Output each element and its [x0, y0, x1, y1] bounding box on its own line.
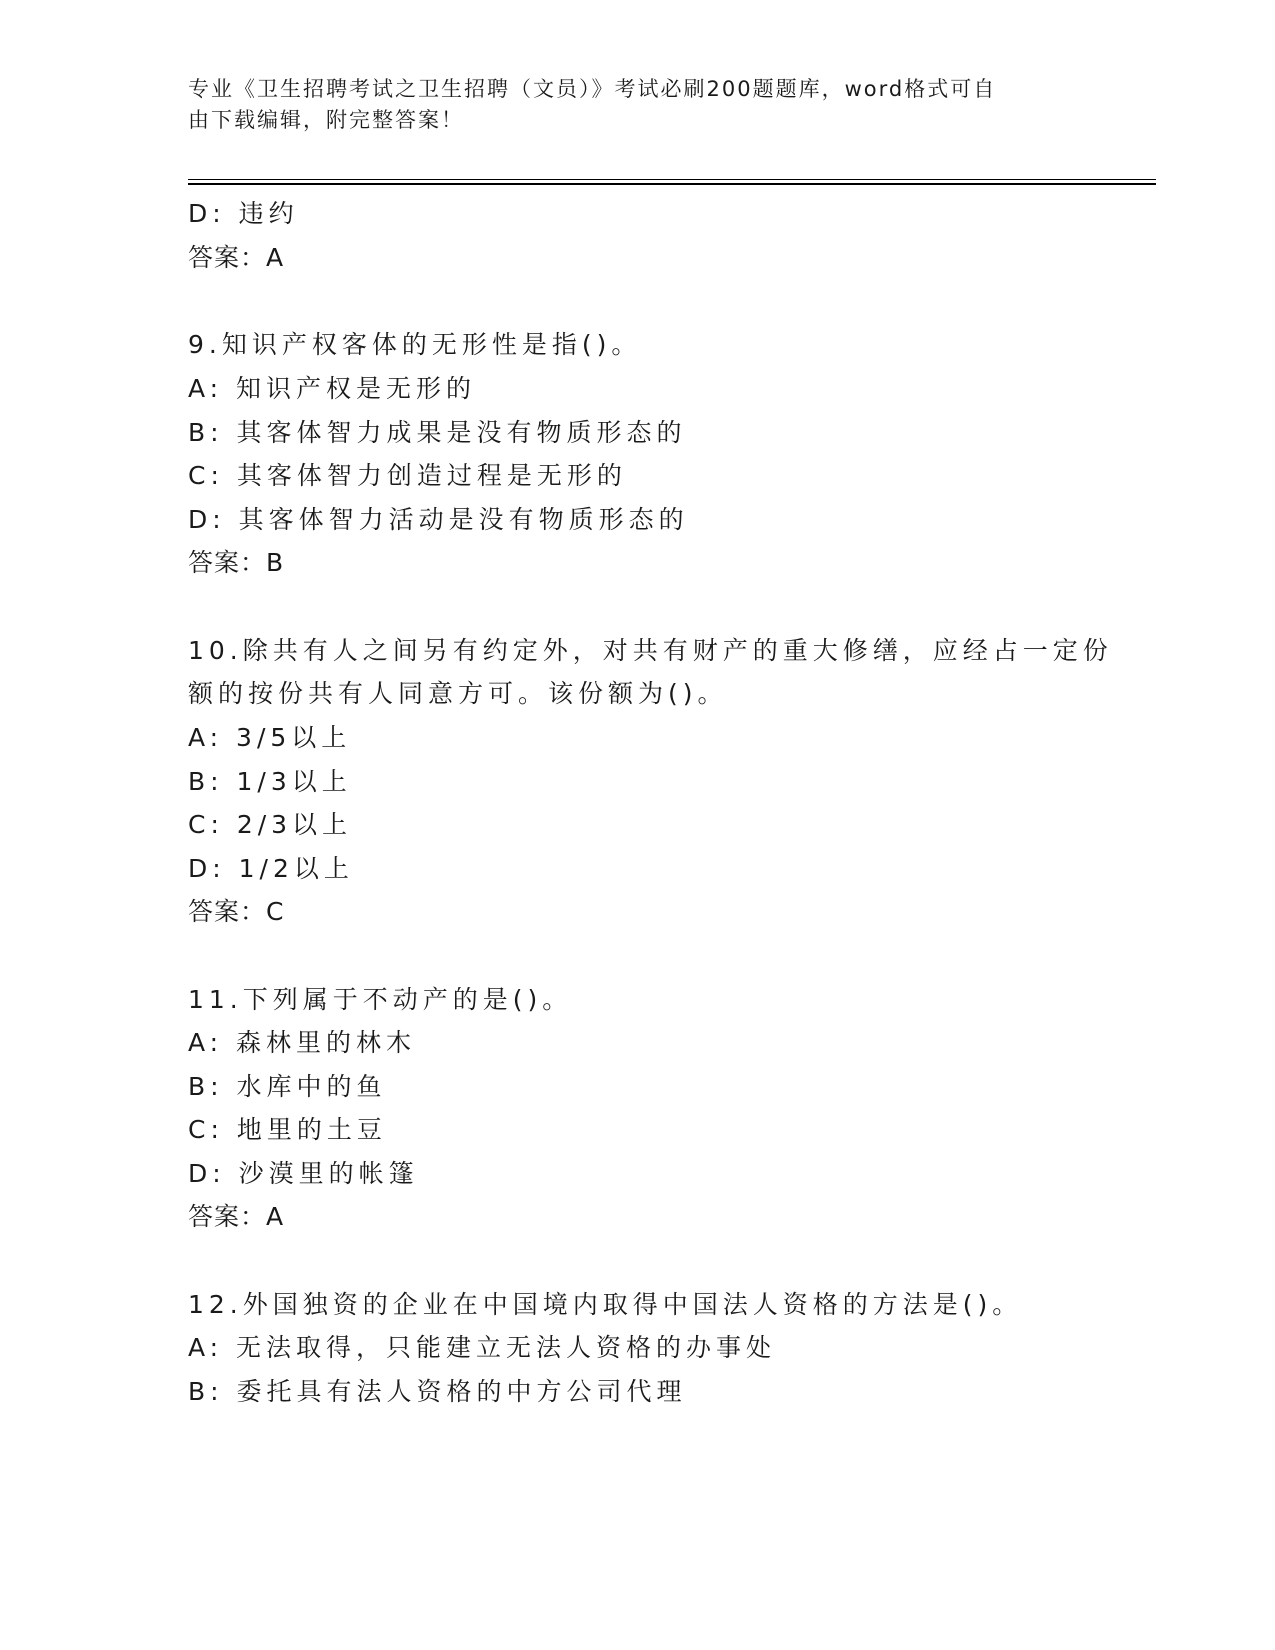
q11-option-a: A: 森林里的林木: [188, 1028, 417, 1057]
q12-option-b: B: 委托具有法人资格的中方公司代理: [188, 1377, 687, 1406]
q10-answer: 答案：C: [188, 897, 285, 926]
q11-option-d: D: 沙漠里的帐篷: [188, 1159, 419, 1188]
q11-question: 11.下列属于不动产的是()。: [188, 985, 573, 1014]
q10-option-b: B: 1/3以上: [188, 767, 352, 796]
q11-option-c: C: 地里的土豆: [188, 1115, 387, 1144]
q9-option-b: B: 其客体智力成果是没有物质形态的: [188, 418, 687, 447]
q10-option-a: A: 3/5以上: [188, 723, 352, 752]
q10-question-line-1: 10.除共有人之间另有约定外，对共有财产的重大修缮，应经占一定份: [188, 636, 1113, 665]
q9-answer: 答案：B: [188, 548, 285, 577]
q9-option-d: D: 其客体智力活动是没有物质形态的: [188, 505, 689, 534]
q12-option-a: A: 无法取得，只能建立无法人资格的办事处: [188, 1333, 777, 1362]
header-rule-thin: [188, 179, 1156, 180]
q11-option-b: B: 水库中的鱼: [188, 1072, 387, 1101]
header-line-2: 由下载编辑，附完整答案！: [188, 108, 464, 132]
q11-answer: 答案：A: [188, 1202, 285, 1231]
q10-option-d: D: 1/2以上: [188, 854, 354, 883]
header-line-1: 专业《卫生招聘考试之卫生招聘（文员）》考试必刷200题题库，word格式可自: [188, 77, 997, 101]
q10-option-c: C: 2/3以上: [188, 810, 353, 839]
q9-option-a: A: 知识产权是无形的: [188, 374, 477, 403]
q9-option-c: C: 其客体智力创造过程是无形的: [188, 461, 627, 490]
document-header: [188, 74, 1068, 136]
q8-answer: 答案：A: [188, 243, 285, 272]
q8-option-d: D: 违约: [188, 199, 299, 228]
q10-question-line-2: 额的按份共有人同意方可。该份额为()。: [188, 679, 728, 708]
header-rule-thick: [188, 183, 1156, 185]
q12-question: 12.外国独资的企业在中国境内取得中国法人资格的方法是()。: [188, 1290, 1023, 1319]
q9-question: 9.知识产权客体的无形性是指()。: [188, 330, 642, 359]
